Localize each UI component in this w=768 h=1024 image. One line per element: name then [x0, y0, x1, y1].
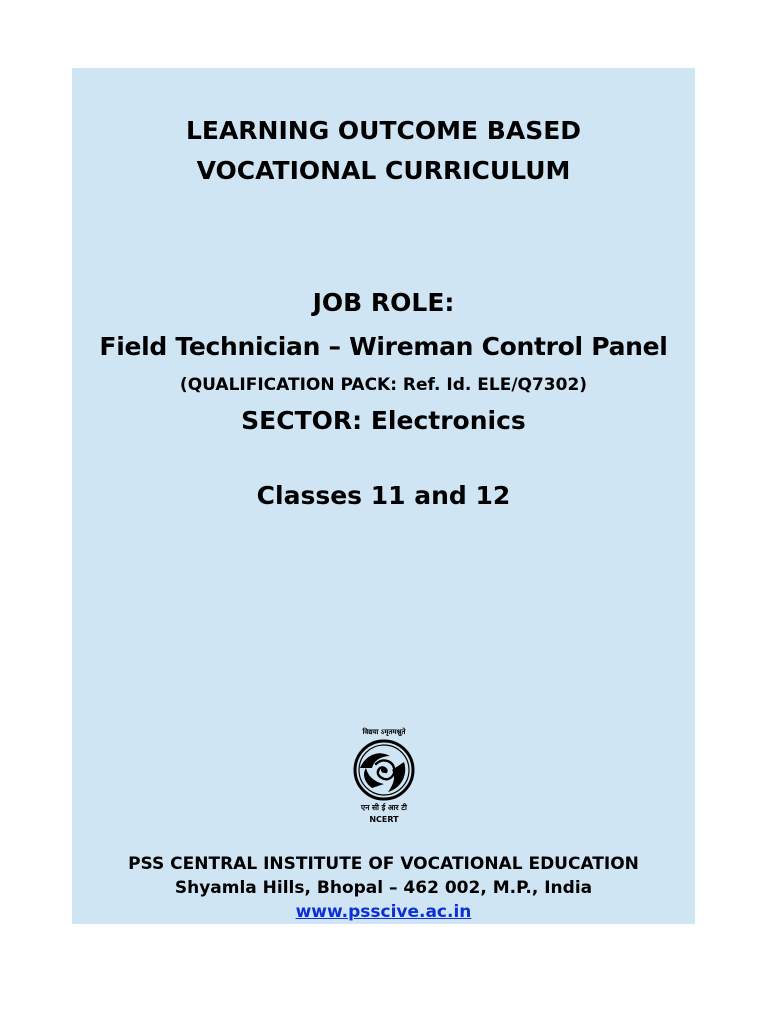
title-line-1: LEARNING OUTCOME BASED [185, 116, 582, 145]
website-link[interactable]: www.psscive.ac.in [295, 902, 472, 922]
job-role-label: JOB ROLE: [312, 288, 455, 317]
classes: Classes 11 and 12 [256, 481, 511, 510]
job-role-title: Field Technician – Wireman Control Panel [99, 332, 668, 361]
cover-panel [72, 68, 695, 924]
qualification-pack: (QUALIFICATION PACK: Ref. Id. ELE/Q7302) [179, 375, 588, 395]
institute-name: PSS CENTRAL INSTITUTE OF VOCATIONAL EDUCATION [128, 854, 639, 874]
ncert-logo [342, 728, 426, 832]
website-line [72, 902, 695, 922]
sector: SECTOR: Electronics [241, 406, 526, 435]
title-line-2: VOCATIONAL CURRICULUM [196, 156, 571, 185]
logo-motto: विद्यया ऽमृतमश्नुते [362, 728, 406, 736]
logo-hindi-name: एन सी ई आर टी [361, 803, 407, 812]
institute-address: Shyamla Hills, Bhopal – 462 002, M.P., India [174, 878, 593, 898]
ncert-logo-icon [346, 738, 422, 802]
logo-english-name: NCERT [369, 815, 399, 824]
